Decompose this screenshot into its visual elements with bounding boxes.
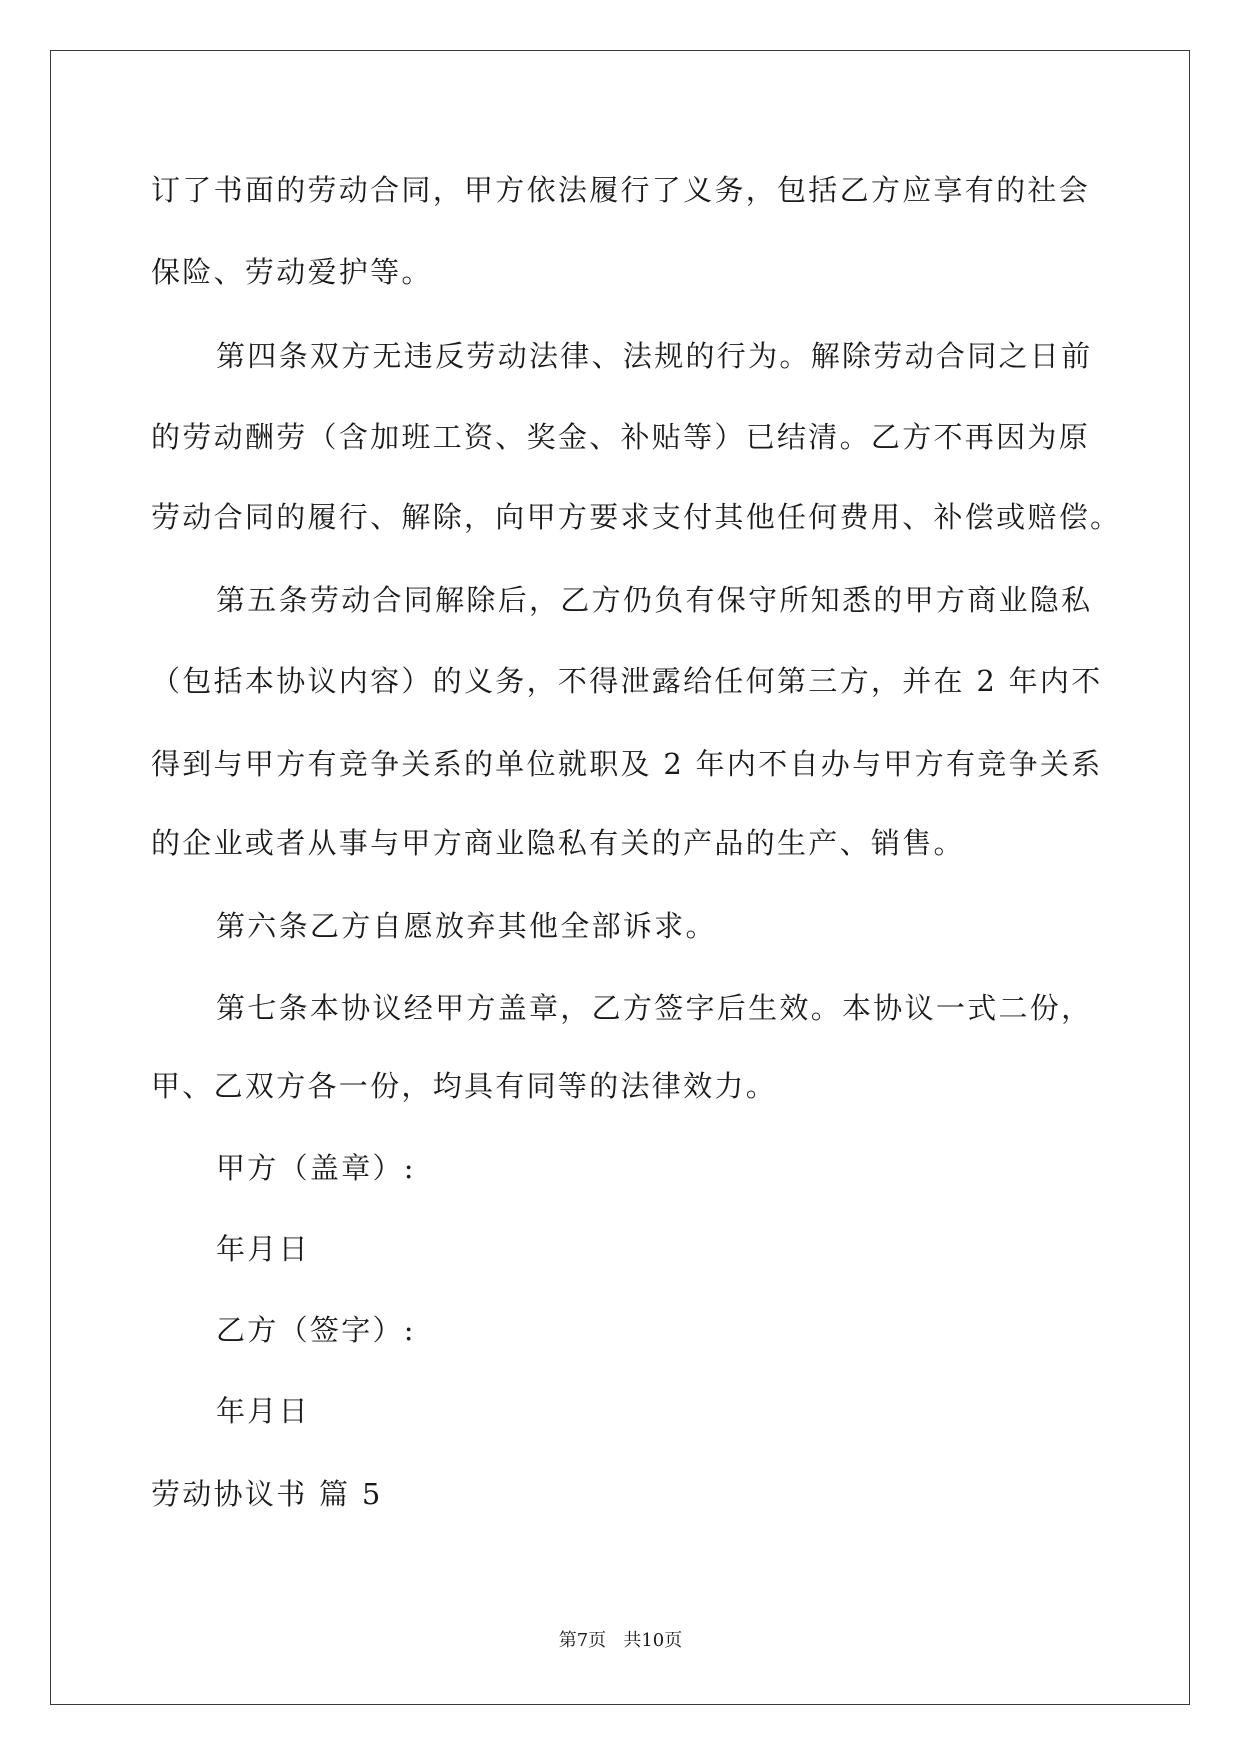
party-a-seal-label: 甲方（盖章）: [216, 1151, 416, 1185]
paragraph-line: 保险、劳动爱护等。 [151, 255, 433, 289]
section-heading: 劳动协议书 篇 5 [151, 1477, 383, 1511]
article-5-line: 的企业或者从事与甲方商业隐私有关的产品的生产、销售。 [151, 826, 965, 860]
party-b-date-label: 年月日 [216, 1394, 310, 1428]
article-6-line: 第六条乙方自愿放弃其他全部诉求。 [216, 909, 717, 943]
article-7-line: 第七条本协议经甲方盖章，乙方签字后生效。本协议一式二份， [216, 991, 1093, 1025]
paragraph-line: 订了书面的劳动合同，甲方依法履行了义务，包括乙方应享有的社会 [151, 173, 1091, 207]
article-5-line: 得到与甲方有竞争关系的单位就职及 2 年内不自办与甲方有竞争关系 [151, 747, 1103, 781]
article-5-line: 第五条劳动合同解除后，乙方仍负有保守所知悉的甲方商业隐私 [216, 583, 1093, 617]
page-border [50, 50, 1190, 1705]
party-b-signature-label: 乙方（签字）: [216, 1313, 416, 1347]
party-a-date-label: 年月日 [216, 1232, 310, 1266]
page-number-footer: 第7页 共10页 [558, 1630, 683, 1651]
article-4-line: 的劳动酬劳（含加班工资、奖金、补贴等）已结清。乙方不再因为原 [151, 420, 1091, 454]
article-5-line: （包括本协议内容）的义务，不得泄露给任何第三方，并在 2 年内不 [151, 664, 1103, 698]
article-4-line: 劳动合同的履行、解除，向甲方要求支付其他任何费用、补偿或赔偿。 [151, 500, 1122, 534]
article-4-line: 第四条双方无违反劳动法律、法规的行为。解除劳动合同之日前 [216, 339, 1093, 373]
article-7-line: 甲、乙双方各一份，均具有同等的法律效力。 [151, 1069, 778, 1103]
